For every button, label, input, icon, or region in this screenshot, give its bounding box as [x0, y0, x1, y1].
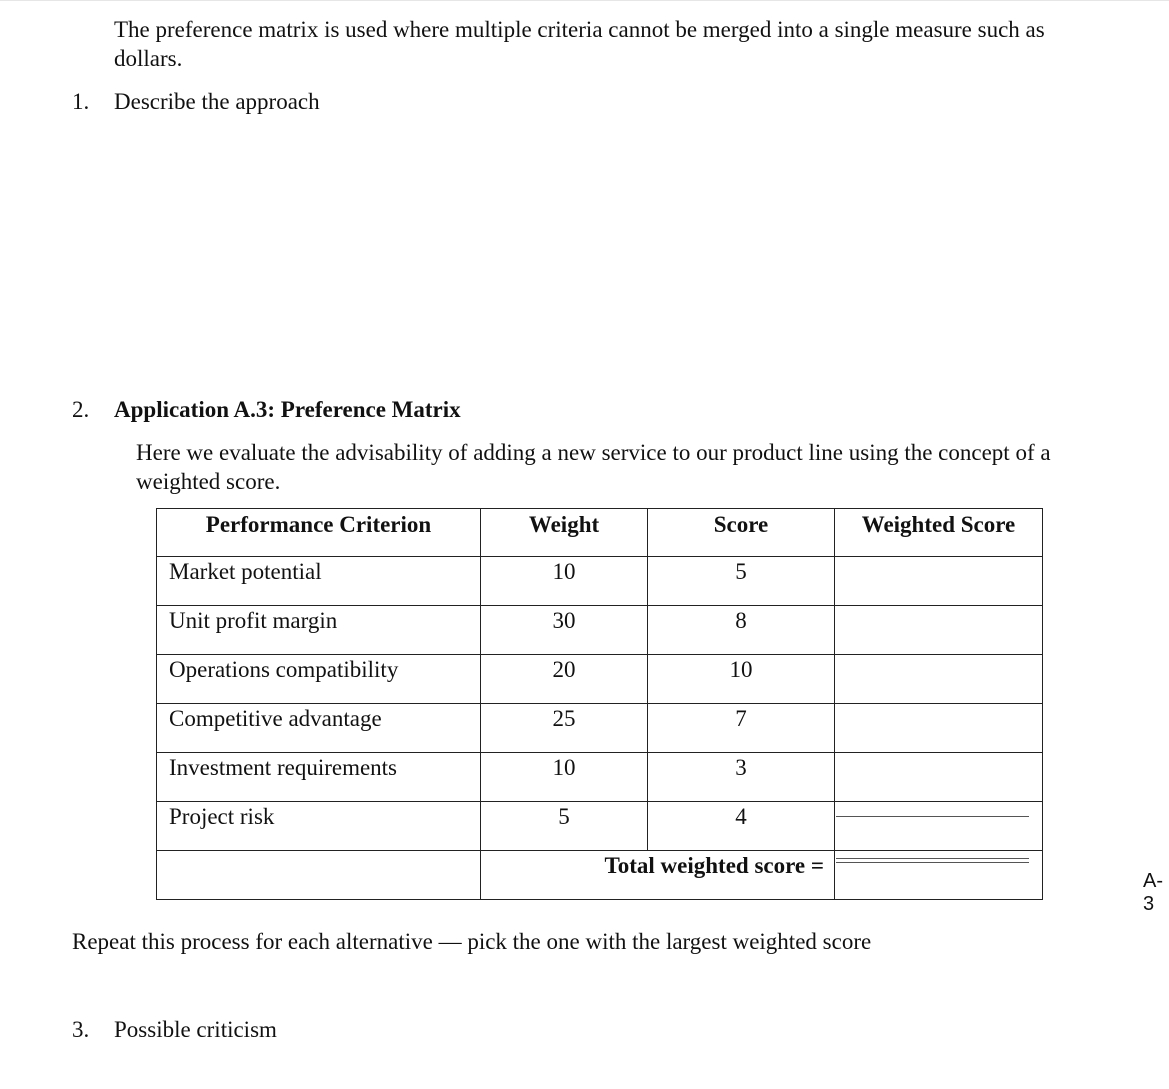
table-header-row [157, 509, 1043, 557]
total-answer-line-lower [836, 862, 1029, 863]
weight-cell: 10 [481, 557, 648, 606]
table-row [157, 655, 1043, 704]
header-performance-criterion: Performance Criterion [157, 509, 481, 557]
weighted-score-cell [835, 557, 1043, 606]
application-desc-line-2: weighted score. [136, 469, 281, 494]
item-3-label: Possible criticism [114, 1017, 277, 1042]
weight-cell: 30 [481, 606, 648, 655]
total-weighted-score-label: Total weighted score = [481, 851, 835, 900]
header-weighted-score: Weighted Score [835, 509, 1043, 557]
page-top-rule [0, 0, 1169, 1]
table-row [157, 606, 1043, 655]
weight-cell: 10 [481, 753, 648, 802]
table-row [157, 802, 1043, 851]
item-2-heading: Application A.3: Preference Matrix [114, 397, 461, 422]
weighted-score-cell [835, 655, 1043, 704]
header-score: Score [648, 509, 835, 557]
total-row-empty-cell [157, 851, 481, 900]
table-row [157, 704, 1043, 753]
intro-line-1: The preference matrix is used where multiple criteria cannot be merged into a single measure such as [114, 17, 1045, 42]
score-cell: 3 [648, 753, 835, 802]
criterion-cell: Project risk [157, 802, 481, 851]
intro-line-2: dollars. [114, 46, 183, 71]
weight-cell: 25 [481, 704, 648, 753]
application-desc-line-1: Here we evaluate the advisability of adding a new service to our product line using the concept of a [136, 440, 1051, 465]
score-cell: 4 [648, 802, 835, 851]
score-cell: 8 [648, 606, 835, 655]
repeat-process-note: Repeat this process for each alternative — pick the one with the largest weighted score [72, 929, 872, 954]
criterion-cell: Market potential [157, 557, 481, 606]
page-number-marker: A-3 [1143, 870, 1163, 915]
criterion-cell: Investment requirements [157, 753, 481, 802]
weighted-score-cell [835, 802, 1043, 851]
item-1-number: 1. [72, 89, 90, 114]
weighted-score-cell [835, 606, 1043, 655]
criterion-cell: Competitive advantage [157, 704, 481, 753]
criterion-cell: Operations compatibility [157, 655, 481, 704]
item-1-label: Describe the approach [114, 89, 320, 114]
score-cell: 7 [648, 704, 835, 753]
table-row [157, 753, 1043, 802]
item-3-number: 3. [72, 1017, 90, 1042]
weight-cell: 20 [481, 655, 648, 704]
weighted-score-cell [835, 753, 1043, 802]
preference-matrix-table [156, 508, 1043, 900]
criterion-cell: Unit profit margin [157, 606, 481, 655]
table-row [157, 557, 1043, 606]
score-cell: 5 [648, 557, 835, 606]
total-answer-line-upper [836, 858, 1029, 859]
score-cell: 10 [648, 655, 835, 704]
header-weight: Weight [481, 509, 648, 557]
project-risk-answer-line [836, 816, 1029, 817]
item-2-number: 2. [72, 397, 90, 422]
weight-cell: 5 [481, 802, 648, 851]
weighted-score-cell [835, 704, 1043, 753]
